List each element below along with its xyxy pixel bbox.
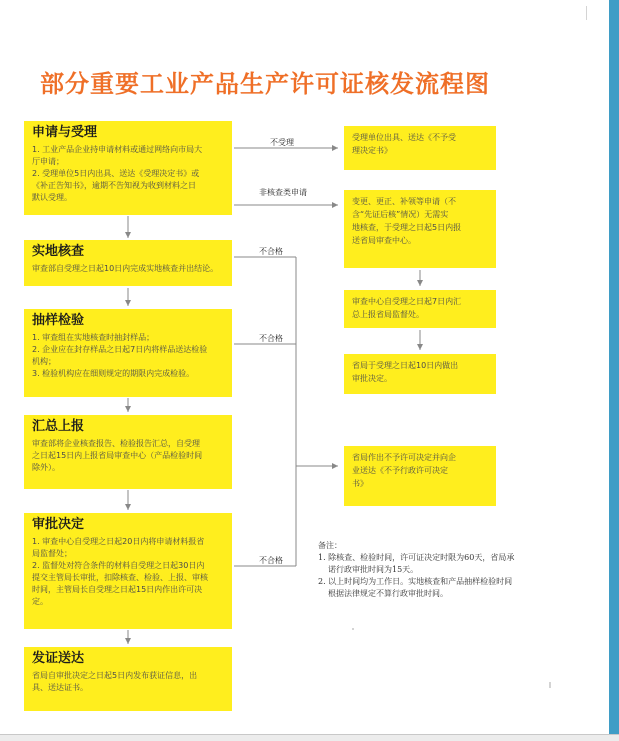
box-not-accepted-decision — [344, 126, 496, 170]
step-text: 定。 — [32, 597, 48, 606]
step-text: 厅申请； — [32, 157, 64, 166]
box-text: 含“先证后核”情况）无需实 — [352, 210, 449, 219]
box-center-report — [344, 290, 496, 328]
step-text: 提交主管局长审批，扣除核查、检验、上报、审核 — [32, 573, 208, 582]
step-title: 申请与受理 — [32, 125, 98, 140]
box-text: 审查中心自受理之日起7日内汇 — [352, 297, 462, 306]
box-text: 省局作出不予许可决定并向企 — [352, 453, 456, 462]
step-text: 1. 工业产品企业持申请材料或通过网络向市局大 — [32, 145, 203, 154]
box-province-decision — [344, 354, 496, 394]
step-summary-report — [24, 415, 232, 489]
step-text: 局监督处； — [32, 549, 72, 558]
remarks-line: 根据法律规定不算行政审批时间。 — [328, 589, 448, 598]
step-apply-accept — [24, 121, 232, 215]
step-text: 2. 监督处对符合条件的材料自受理之日起30日内 — [32, 561, 205, 570]
remarks-line: 诺行政审批时间为15天。 — [328, 565, 419, 574]
step-text: 时间，主管局长自受理之日起15日内作出许可决 — [32, 585, 203, 594]
remarks-heading: 备注： — [318, 541, 342, 550]
scan-speck — [549, 682, 551, 688]
step-issue-deliver — [24, 647, 232, 711]
box-text: 审批决定。 — [352, 374, 392, 383]
label-not-accepted: 不受理 — [270, 138, 294, 147]
step-approval-decision — [24, 513, 232, 629]
remarks-line: 2. 以上时间均为工作日。实地核查和产品抽样检验时间 — [318, 577, 513, 586]
scan-speck — [586, 6, 587, 20]
box-text: 变更、更正、补领等申请（不 — [352, 197, 456, 206]
step-text: 3. 检验机构应在细则规定的期限内完成检验。 — [32, 369, 195, 378]
remarks — [318, 540, 588, 600]
box-non-review-path — [344, 190, 496, 268]
label-non-review: 非核查类申请 — [259, 188, 307, 197]
step-text: 具、送达证书。 — [32, 683, 88, 692]
box-text: 受理单位出具、送达《不予受 — [352, 133, 456, 142]
box-text: 地核查，于受理之日起5日内报 — [352, 223, 462, 232]
step-text: 《补正告知书》，逾期不告知视为收到材料之日 — [32, 181, 196, 190]
box-text: 业送达《不予行政许可决定 — [352, 466, 448, 475]
box-text: 理决定书》 — [352, 146, 392, 155]
step-text: 1. 审查中心自受理之日起20日内将申请材料报省 — [32, 537, 205, 546]
step-text: 默认受理。 — [32, 193, 72, 202]
scan-speck — [352, 628, 354, 630]
box-refusal-decision — [344, 446, 496, 506]
step-onsite-inspection — [24, 240, 232, 286]
step-sampling-test — [24, 309, 232, 397]
box-text: 送省局审查中心。 — [352, 236, 416, 245]
step-title: 抽样检验 — [32, 313, 85, 328]
step-title: 汇总上报 — [32, 419, 85, 434]
step-text: 省局自审批决定之日起5日内发布获证信息，出 — [32, 671, 198, 680]
step-text: 1. 审查组在实地核查时抽封样品； — [32, 333, 155, 342]
page-title: 部分重要工业产品生产许可证核发流程图 — [40, 70, 490, 98]
step-title: 发证送达 — [32, 651, 85, 666]
step-text: 除外）。 — [32, 463, 60, 472]
step-title: 实地核查 — [32, 244, 85, 259]
step-text: 机构； — [32, 357, 56, 366]
step-text: 之日起15日内上报省局审查中心（产品检验时间 — [32, 451, 203, 460]
step-text: 2. 企业应在封存样品之日起7日内将样品送达检验 — [32, 345, 208, 354]
label-fail-inspection: 不合格 — [259, 247, 283, 256]
label-fail-approval: 不合格 — [259, 556, 283, 565]
step-title: 审批决定 — [32, 517, 85, 532]
label-fail-test: 不合格 — [259, 334, 283, 343]
step-text: 2. 受理单位5日内出具、送达《受理决定书》或 — [32, 169, 200, 178]
box-text: 总上报省局监督处。 — [352, 310, 424, 319]
box-text: 省局于受理之日起10日内做出 — [352, 361, 459, 370]
remarks-line: 1. 除核查、检验时间，许可证决定时限为60天，省局承 — [318, 553, 515, 562]
step-text: 审查部自受理之日起10日内完成实地核查并出结论。 — [32, 264, 219, 273]
step-text: 审查部将企业核查报告、检验报告汇总，自受理 — [32, 439, 200, 448]
box-text: 书》 — [352, 479, 368, 488]
